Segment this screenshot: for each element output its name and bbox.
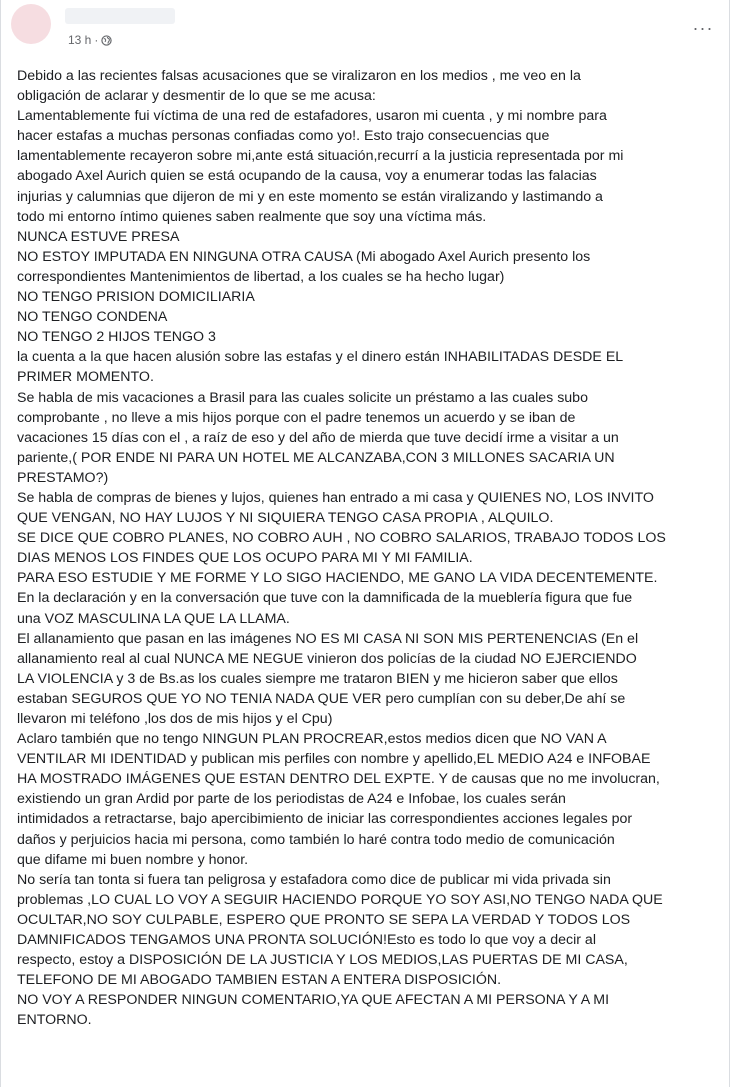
post-text-line: Lamentablemente fui víctima de una red de estafadores, usaron mi cuenta , y mi nombre para [17, 108, 607, 125]
post-text-line: PARA ESO ESTUDIE Y ME FORME Y LO SIGO HACIENDO, ME GANO LA VIDA DECENTEMENTE. [17, 570, 658, 587]
post-text-line: NO TENGO 2 HIJOS TENGO 3 [17, 329, 216, 346]
post-text-line: NO ESTOY IMPUTADA EN NINGUNA OTRA CAUSA (Mi abogado Axel Aurich presento los [17, 248, 591, 265]
post-text-line: hacer estafas a muchas personas confiadas como yo!. Esto trajo consecuencias que [17, 128, 550, 145]
post-text-line: NUNCA ESTUVE PRESA [17, 228, 180, 245]
post-text-line: El allanamiento que pasan en las imágenes NO ES MI CASA NI SON MIS PERTENENCIAS (En el [17, 630, 639, 647]
post-text-line: No sería tan tonta si fuera tan peligrosa y estafadora como dice de publicar mi vida privada sin [17, 871, 611, 888]
post-text-line: abogado Axel Aurich quien se está ocupando de la causa, voy a enumerar todas las falacias [17, 168, 597, 185]
post-text-line: HA MOSTRADO IMÁGENES QUE ESTAN DENTRO DEL EXPTE. Y de causas que no me involucran, [17, 771, 660, 788]
post-text-line: Debido a las recientes falsas acusaciones que se viralizaron en los medios , me veo en la [17, 68, 581, 84]
post-text-line: allanamiento real al cual NUNCA ME NEGUE vinieron dos policías de la ciudad NO EJERCIENDO [17, 650, 637, 667]
post-text-line: lamentablemente recayeron sobre mi,ante está situación,recurrí a la justicia representada por mi [17, 148, 624, 165]
post-text-line: correspondientes Mantenimientos de libertad, a los cuales se ha hecho lugar) [17, 268, 505, 285]
post-text-line: problemas ,LO CUAL LO VOY A SEGUIR HACIENDO PORQUE YO SOY ASI,NO TENGO NADA QUE [17, 891, 663, 908]
post-text-line: respecto, estoy a DISPOSICIÓN DE LA JUSTICIA Y LOS MEDIOS,LAS PUERTAS DE MI CASA, [17, 952, 628, 969]
post-text-line: comprobante , no lleve a mis hijos porque con el padre tenemos un acuerdo y se iban de [17, 409, 576, 426]
post-text-line: estaban SEGUROS QUE YO NO TENIA NADA QUE VER pero cumplían con su deber,De ahí se [17, 690, 626, 707]
post-text-line: QUE VENGAN, NO HAY LUJOS Y NI SIQUIERA TENGO CASA PROPIA , ALQUILO. [17, 510, 554, 527]
post-text-line: existiendo un gran Ardid por parte de los periodistas de A24 e Infobae, los cuales serán [17, 791, 566, 808]
avatar[interactable] [11, 4, 51, 44]
post-text-line: obligación de aclarar y desmentir de lo que se me acusa: [17, 88, 376, 105]
post-text-line: la cuenta a la que hacen alusión sobre las estafas y el dinero están INHABILITADAS DESDE EL [17, 349, 624, 366]
post-text-line: Se habla de mis vacaciones a Brasil para las cuales solicite un préstamo a las cuales subo [17, 389, 588, 406]
post-text-line: DIAS MENOS LOS FINDES QUE LOS OCUPO PARA MI Y MI FAMILIA. [17, 550, 473, 567]
post-text-line: DAMNIFICADOS TENGAMOS UNA PRONTA SOLUCIÓN!Esto es todo lo que voy a decir al [17, 932, 596, 949]
post-header [1, 0, 730, 60]
post-text [17, 66, 713, 1031]
post-text-line: En la declaración y en la conversación que tuve con la damnificada de la mueblería figura que fue [17, 590, 633, 607]
post-text-line: pariente,( POR ENDE NI PARA UN HOTEL ME ALCANZABA,CON 3 MILLONES SACARIA UN [17, 449, 615, 466]
post-text-line: NO VOY A RESPONDER NINGUN COMENTARIO,YA QUE AFECTAN A MI PERSONA Y A MI [17, 992, 610, 1009]
post-text-line: PRIMER MOMENTO. [17, 369, 154, 386]
post-text-line: LA VIOLENCIA y 3 de Bs.as los cuales siempre me trataron BIEN y me hicieron saber que ellos [17, 670, 618, 687]
ellipsis-icon: ··· [692, 17, 714, 38]
post-text-line: injurias y calumnias que dijeron de mi y en este momento se están viralizando y lastimando a [17, 188, 603, 205]
post-text-line: PRESTAMO?) [17, 469, 109, 486]
post-text-line: TELEFONO DE MI ABOGADO TAMBIEN ESTAN A ENTERA DISPOSICIÓN. [17, 972, 502, 989]
post-text-line: NO TENGO PRISION DOMICILIARIA [17, 289, 255, 306]
post-text-line: una VOZ MASCULINA LA QUE LA LLAMA. [17, 610, 290, 627]
post-text-line: Se habla de compras de bienes y lujos, quienes han entrado a mi casa y QUIENES NO, LOS INVITO [17, 489, 654, 506]
globe-icon[interactable] [101, 35, 112, 46]
post-text-line: vacaciones 15 días con el , a raíz de eso y del año de mierda que tuve decidí irme a visitar a un [17, 429, 619, 446]
post-text-line: daños y perjuicios hacia mi persona, como también lo haré contra todo medio de comunicación [17, 831, 615, 848]
post-text-line: VENTILAR MI IDENTIDAD y publican mis perfiles con nombre y apellido,EL MEDIO A24 e INFOBAE [17, 751, 651, 768]
post-text-line: todo mi entorno íntimo quienes saben realmente que soy una víctima más. [17, 208, 487, 225]
post-text-line: intimidados a retractarse, bajo apercibimiento de iniciar las correspondientes acciones legales por [17, 811, 633, 828]
post-text-line: que difame mi buen nombre y honor. [17, 851, 249, 868]
more-options-button[interactable] [689, 16, 717, 40]
post-meta [68, 33, 112, 47]
post-text-line: SE DICE QUE COBRO PLANES, NO COBRO AUH , NO COBRO SALARIOS, TRABAJO TODOS LOS [17, 530, 666, 547]
author-name-redacted[interactable] [65, 8, 175, 24]
post-text-line: OCULTAR,NO SOY CULPABLE, ESPERO QUE PRONTO SE SEPA LA VERDAD Y TODOS LOS [17, 911, 631, 928]
meta-separator: · [94, 33, 99, 47]
post-text-line: ENTORNO. [17, 1012, 92, 1029]
post-text-line: Aclaro también que no tengo NINGUN PLAN PROCREAR,estos medios dicen que NO VAN A [17, 731, 607, 748]
post-timestamp[interactable]: 13 h [68, 33, 92, 47]
post-text-line: llevaron mi teléfono ,los dos de mis hijos y el Cpu) [17, 711, 333, 727]
post-text-line: NO TENGO CONDENA [17, 309, 168, 326]
